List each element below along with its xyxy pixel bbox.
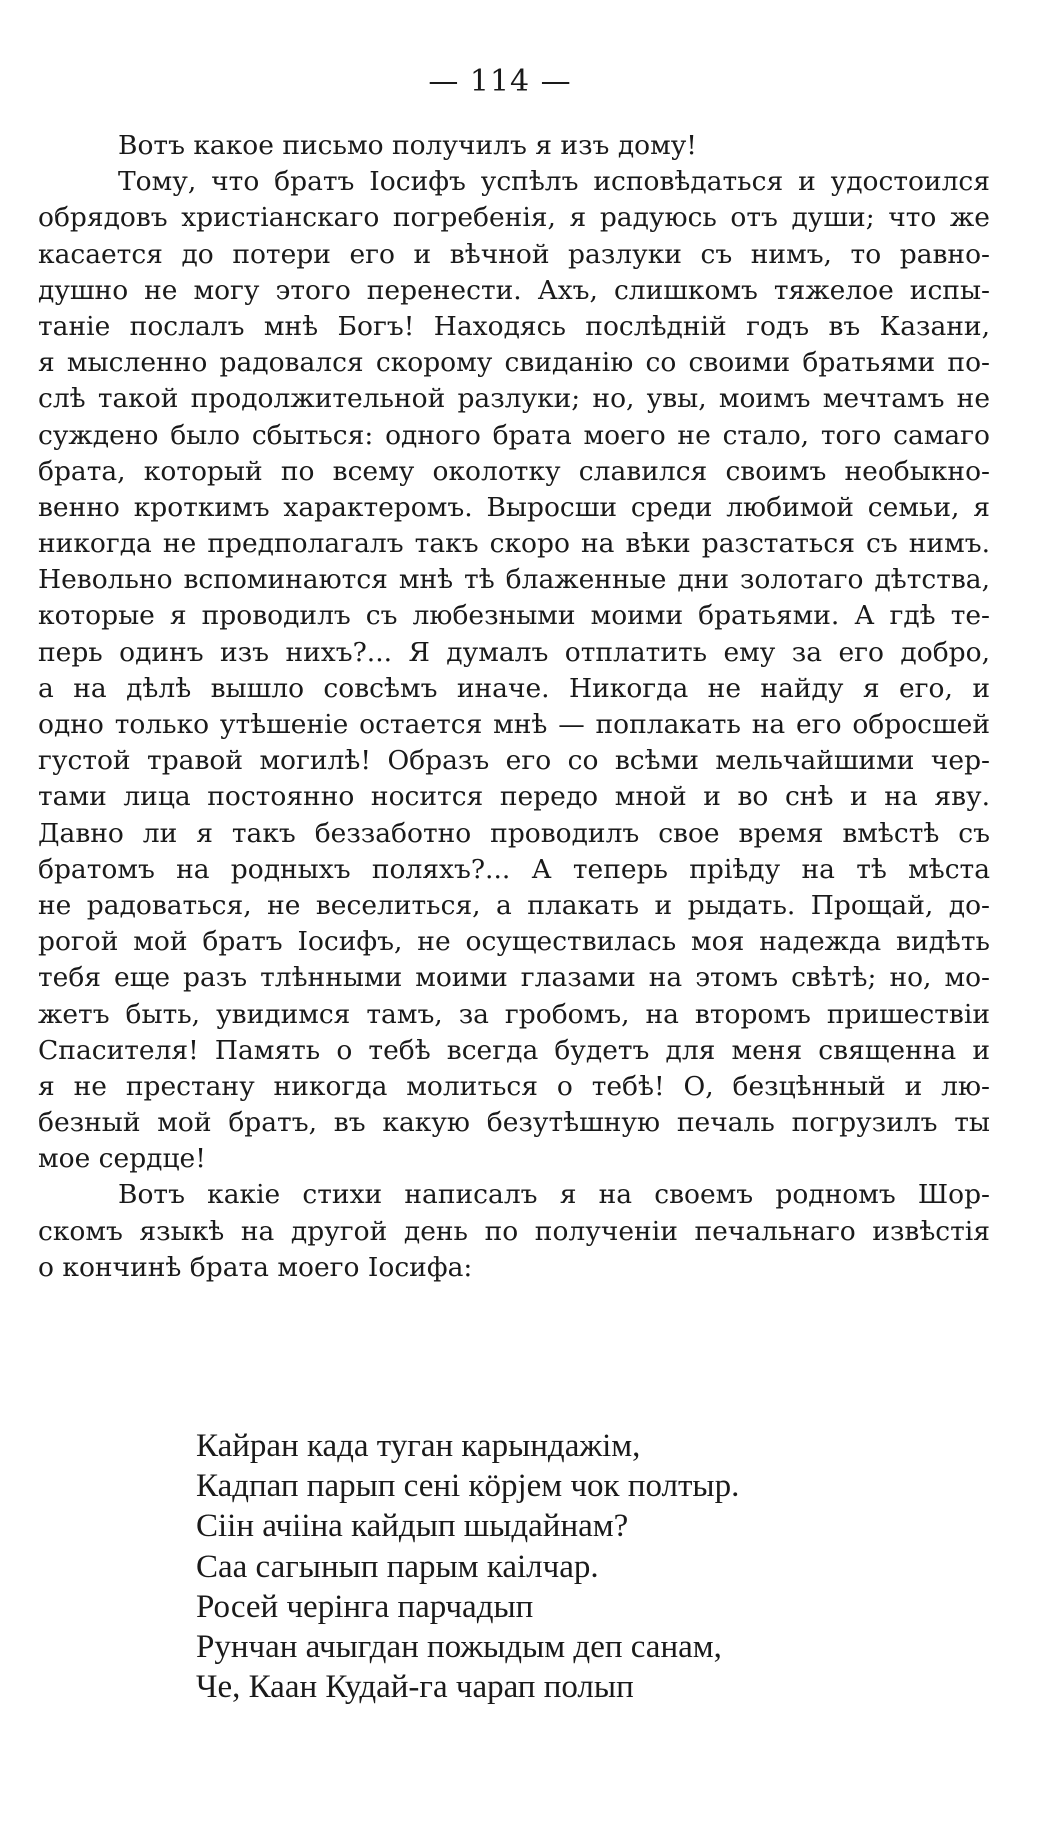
- text-line: Тому, что братъ Іосифъ успѣлъ исповѣдаться и удостоился: [118, 166, 990, 198]
- text-line: тебя еще разъ тлѣнными моими глазами на этомъ свѣтѣ; но, мо-: [38, 962, 990, 994]
- body-text: [38, 128, 990, 1286]
- text-line: перь одинъ изъ нихъ?... Я думалъ отплатить ему за его добро,: [38, 636, 990, 668]
- text-line: я мысленно радовался скорому свиданію со своими братьями по-: [38, 347, 990, 379]
- text-line: венно кроткимъ характеромъ. Выросши среди любимой семьи, я: [38, 491, 990, 523]
- text-line: Вотъ какое письмо получилъ я изъ дому!: [118, 130, 697, 161]
- text-line: я не престану никогда молиться о тебѣ! О, безцѣнный и лю-: [38, 1070, 990, 1102]
- verse-line: Саа сагынып парым каілчар.: [196, 1548, 599, 1585]
- text-line: суждено было сбыться: одного брата моего не стало, того самаго: [38, 419, 990, 451]
- text-line: одно только утѣшеніе остается мнѣ — поплакать на его обросшей: [38, 709, 990, 740]
- text-line: густой травой могилѣ! Образъ его со всѣми мельчайшими чер-: [38, 745, 990, 777]
- text-line: не радоваться, не веселиться, а плакать и рыдать. Прощай, до-: [38, 889, 990, 921]
- text-line: никогда не предполагалъ такъ скоро на вѣки разстаться съ нимъ.: [38, 528, 990, 560]
- text-line: обрядовъ христіанскаго погребенія, я радуюсь отъ души; что же: [38, 202, 990, 234]
- text-line: мое сердце!: [38, 1143, 206, 1175]
- text-line: касается до потери его и вѣчной разлуки съ нимъ, то равно-: [38, 238, 990, 270]
- text-line: скомъ языкѣ на другой день по полученіи печальнаго извѣстія: [38, 1215, 990, 1247]
- paragraph-verse-intro: [38, 1177, 990, 1286]
- text-line: безный мой братъ, въ какую безутѣшную печаль погрузилъ ты: [38, 1107, 990, 1139]
- text-line: жетъ быть, увидимся тамъ, за гробомъ, на второмъ пришествіи: [38, 998, 990, 1030]
- verse-line: Че, Каан Кудай-га чарап полып: [196, 1669, 634, 1706]
- verse-line: Росей черінга парчадып: [196, 1588, 534, 1625]
- text-line: брата, который по всему околотку славился своимъ необыкно-: [38, 455, 990, 487]
- paragraph-lament: [38, 164, 990, 1177]
- shor-verse: [196, 1426, 739, 1707]
- text-line: Спасителя! Память о тебѣ всегда будетъ для меня священна и: [38, 1034, 990, 1066]
- verse-line: Кайран када туган карындажім,: [196, 1428, 641, 1464]
- paragraph-letter-received: [38, 128, 990, 164]
- text-line: Давно ли я такъ беззаботно проводилъ свое время вмѣстѣ съ: [38, 817, 990, 849]
- text-line: Вотъ какіе стихи написалъ я на своемъ родномъ Шор-: [118, 1179, 990, 1211]
- text-line: о кончинѣ брата моего Іосифа:: [38, 1251, 473, 1283]
- verse-line: Кадпап парып сені кöрjем чок полтыр.: [196, 1468, 740, 1505]
- text-line: Невольно вспоминаются мнѣ тѣ блаженные дни золотаго дѣтства,: [38, 564, 990, 596]
- text-line: а на дѣлѣ вышло совсѣмъ иначе. Никогда не найду я его, и: [38, 672, 990, 704]
- verse-line: Сіін ачііна кайдып шыдайнам?: [196, 1508, 629, 1545]
- text-line: рогой мой братъ Іосифъ, не осуществилась моя надежда видѣть: [38, 926, 990, 958]
- text-line: слѣ такой продолжительной разлуки; но, увы, моимъ мечтамъ не: [38, 383, 990, 415]
- verse-line: Рунчан ачыгдан пожыдым деп санам,: [196, 1628, 722, 1665]
- text-line: тами лица постоянно носится передо мной и во снѣ и на яву.: [38, 781, 990, 813]
- text-line: братомъ на родныхъ поляхъ?... А теперь пріѣду на тѣ мѣста: [38, 853, 990, 885]
- text-line: которые я проводилъ съ любезными моими братьями. А гдѣ те-: [38, 600, 990, 632]
- page-number: — 114 —: [428, 64, 572, 99]
- text-line: таніе послалъ мнѣ Богъ! Находясь послѣдній годъ въ Казани,: [38, 310, 990, 342]
- text-line: душно не могу этого перенести. Ахъ, слишкомъ тяжелое испы-: [38, 274, 990, 306]
